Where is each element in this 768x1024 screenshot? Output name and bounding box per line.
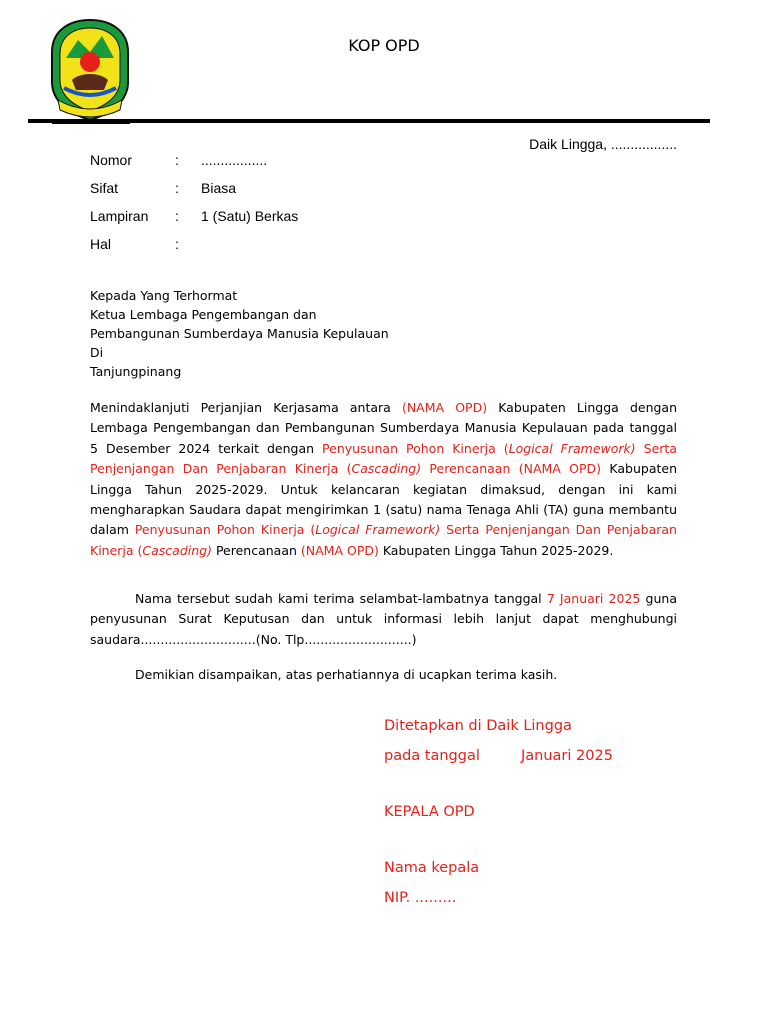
text-run: Perencanaan (NAMA OPD) bbox=[421, 461, 602, 477]
text-run: Kabupaten Lingga Tahun 2025-2029. bbox=[378, 542, 614, 558]
text-run: Penyusunan Pohon Kinerja ( bbox=[134, 522, 316, 538]
text-run: Nama tersebut sudah kami terima selambat-lambatnya tanggal bbox=[135, 591, 547, 606]
letterhead-title: KOP OPD bbox=[348, 36, 420, 55]
letterhead-subrule bbox=[52, 123, 130, 124]
meta-value: 1 (Satu) Berkas bbox=[201, 208, 299, 224]
meta-label: Hal bbox=[90, 236, 112, 252]
address-line: Di bbox=[90, 345, 104, 360]
text-run: Cascading) bbox=[142, 542, 212, 558]
letterhead-rule bbox=[28, 119, 710, 123]
meta-value: ................. bbox=[201, 152, 268, 168]
regency-emblem-icon bbox=[48, 18, 132, 122]
meta-colon: : bbox=[175, 180, 179, 196]
meta-colon: : bbox=[175, 236, 179, 252]
meta-value: Biasa bbox=[201, 180, 237, 196]
regency-logo bbox=[48, 18, 132, 122]
meta-label: Lampiran bbox=[90, 208, 149, 224]
address-line: Tanjungpinang bbox=[90, 364, 182, 379]
closing-paragraph: Demikian disampaikan, atas perhatiannya di ucapkan terima kasih. bbox=[135, 667, 558, 682]
address-line: Ketua Lembaga Pengembangan dan bbox=[90, 307, 317, 322]
text-run: (NAMA OPD) bbox=[300, 542, 379, 558]
signature-place: Ditetapkan di Daik Lingga bbox=[384, 718, 572, 734]
address-line: Kepada Yang Terhormat bbox=[90, 288, 238, 303]
body-paragraph-1 bbox=[90, 398, 677, 561]
signature-name: Nama kepala bbox=[384, 860, 480, 876]
signature-date-label: pada tanggal bbox=[384, 748, 480, 764]
signature-nip: NIP. ......... bbox=[384, 890, 457, 906]
text-run: Kabupaten Lingga dengan Lembaga Pengembangan dan Pembangunan Sumberdaya Manusia Kepulauan pada tanggal 5 Desember 2024 terkait dengan bbox=[90, 400, 678, 456]
text-run: guna penyusunan Surat Keputusan dan untuk informasi lebih lanjut dapat menghubungi saudara.............................(No. Tlp...........................) bbox=[90, 591, 677, 647]
meta-label: Sifat bbox=[90, 180, 119, 196]
text-run: (NAMA OPD) bbox=[401, 400, 488, 415]
text-run: Menindaklanjuti Perjanjian Kerjasama antara bbox=[90, 400, 402, 415]
text-run: Serta Penjenjangan Dan Penjabaran Kinerja ( bbox=[90, 522, 677, 558]
place-date: Daik Lingga, ................. bbox=[529, 136, 677, 152]
meta-label: Nomor bbox=[90, 152, 133, 168]
text-run: 7 Januari 2025 bbox=[546, 591, 641, 606]
recipient-address bbox=[90, 286, 389, 381]
address-line: Pembangunan Sumberdaya Manusia Kepulauan bbox=[90, 326, 389, 341]
meta-colon: : bbox=[175, 208, 179, 224]
body-paragraph-2 bbox=[90, 589, 677, 650]
text-run: Serta Penjenjangan Dan Penjabaran Kinerja ( bbox=[90, 440, 677, 477]
text-run: Perencanaan bbox=[211, 542, 301, 558]
signature-date-value: Januari 2025 bbox=[521, 748, 613, 764]
signature-title: KEPALA OPD bbox=[384, 804, 475, 820]
text-run: Penyusunan Pohon Kinerja ( bbox=[322, 440, 509, 456]
text-run: Logical Framework) bbox=[508, 440, 636, 456]
text-run: Cascading) bbox=[351, 461, 422, 477]
text-run: Kabupaten Lingga Tahun 2025-2029. Untuk kelancaran kegiatan dimaksud, dengan ini kami mengharapkan Saudara dapat mengirimkan 1 (satu) nama Tenaga Ahli (TA) guna membantu dalam bbox=[90, 461, 678, 538]
meta-colon: : bbox=[175, 152, 179, 168]
text-run: Logical Framework) bbox=[315, 522, 441, 538]
